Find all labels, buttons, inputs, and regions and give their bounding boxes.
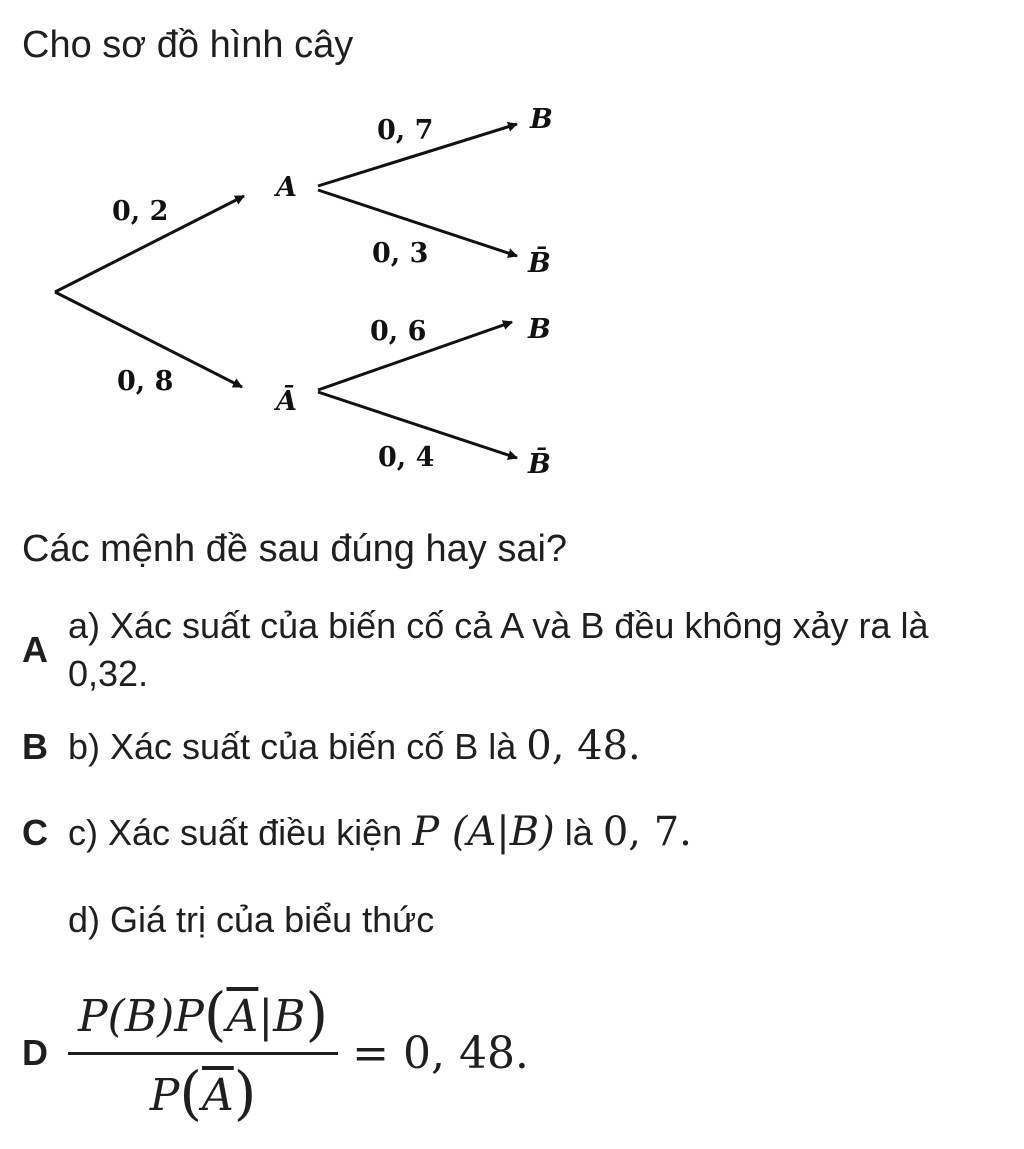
option-a[interactable] xyxy=(22,602,1002,698)
prob-a-b: 0, 7 xyxy=(377,115,434,146)
option-d-formula xyxy=(68,976,529,1131)
option-b-value: 0, 48. xyxy=(526,723,641,769)
option-d-result: = 0, 48. xyxy=(352,1027,529,1079)
question-text: Các mệnh đề sau đúng hay sai? xyxy=(22,528,568,570)
node-abar: Ā xyxy=(276,386,297,417)
option-c-mid: là xyxy=(554,812,603,853)
option-c-text xyxy=(68,808,692,857)
option-c-prefix: c) Xác suất điều kiện xyxy=(68,812,413,853)
option-letter-d: D xyxy=(22,1032,48,1073)
prob-abar-bbar: 0, 4 xyxy=(378,442,435,473)
option-letter-b: B xyxy=(22,725,48,767)
option-letter-c: C xyxy=(22,811,48,853)
option-b-text xyxy=(68,722,641,771)
denominator-left: P xyxy=(149,1069,180,1121)
numerator-left: P(B)P xyxy=(78,990,204,1042)
fraction xyxy=(68,976,338,1131)
leaf-abar-b: B xyxy=(528,314,551,345)
numerator-right: |B xyxy=(258,990,306,1042)
node-a: A xyxy=(276,172,297,203)
leaf-abar-bbar: B̄ xyxy=(528,449,551,480)
leaf-a-bbar: B̄ xyxy=(528,248,551,279)
option-d[interactable] xyxy=(22,958,529,1148)
fraction-denominator: $P(\overline{A})$ xyxy=(149,1058,257,1127)
option-b-prefix: b) Xác suất của biến cố B là xyxy=(68,726,527,767)
probability-tree-diagram xyxy=(0,80,640,500)
prob-root-a: 0, 2 xyxy=(112,196,169,227)
denominator-abar: $\overline{A}$ xyxy=(201,1069,234,1121)
option-c[interactable] xyxy=(22,808,692,857)
option-b[interactable] xyxy=(22,722,641,771)
option-d-text: d) Giá trị của biểu thức xyxy=(68,899,435,940)
fraction-numerator: $P(B)P(\overline{A}|B)$ xyxy=(78,979,329,1048)
prob-root-abar: 0, 8 xyxy=(117,366,174,397)
prob-a-bbar: 0, 3 xyxy=(372,238,429,269)
prob-abar-b: 0, 6 xyxy=(370,316,427,347)
option-c-expression: P (A|B) xyxy=(412,809,555,855)
option-a-text: a) Xác suất của biến cố cả A và B đều không xảy ra là 0,32. xyxy=(68,605,929,694)
leaf-a-b: B xyxy=(530,104,553,135)
option-letter-a: A xyxy=(22,629,48,670)
numerator-abar: $\overline{A}$ xyxy=(226,990,259,1042)
option-c-value: 0, 7. xyxy=(602,809,692,855)
intro-text: Cho sơ đồ hình cây xyxy=(22,24,354,66)
